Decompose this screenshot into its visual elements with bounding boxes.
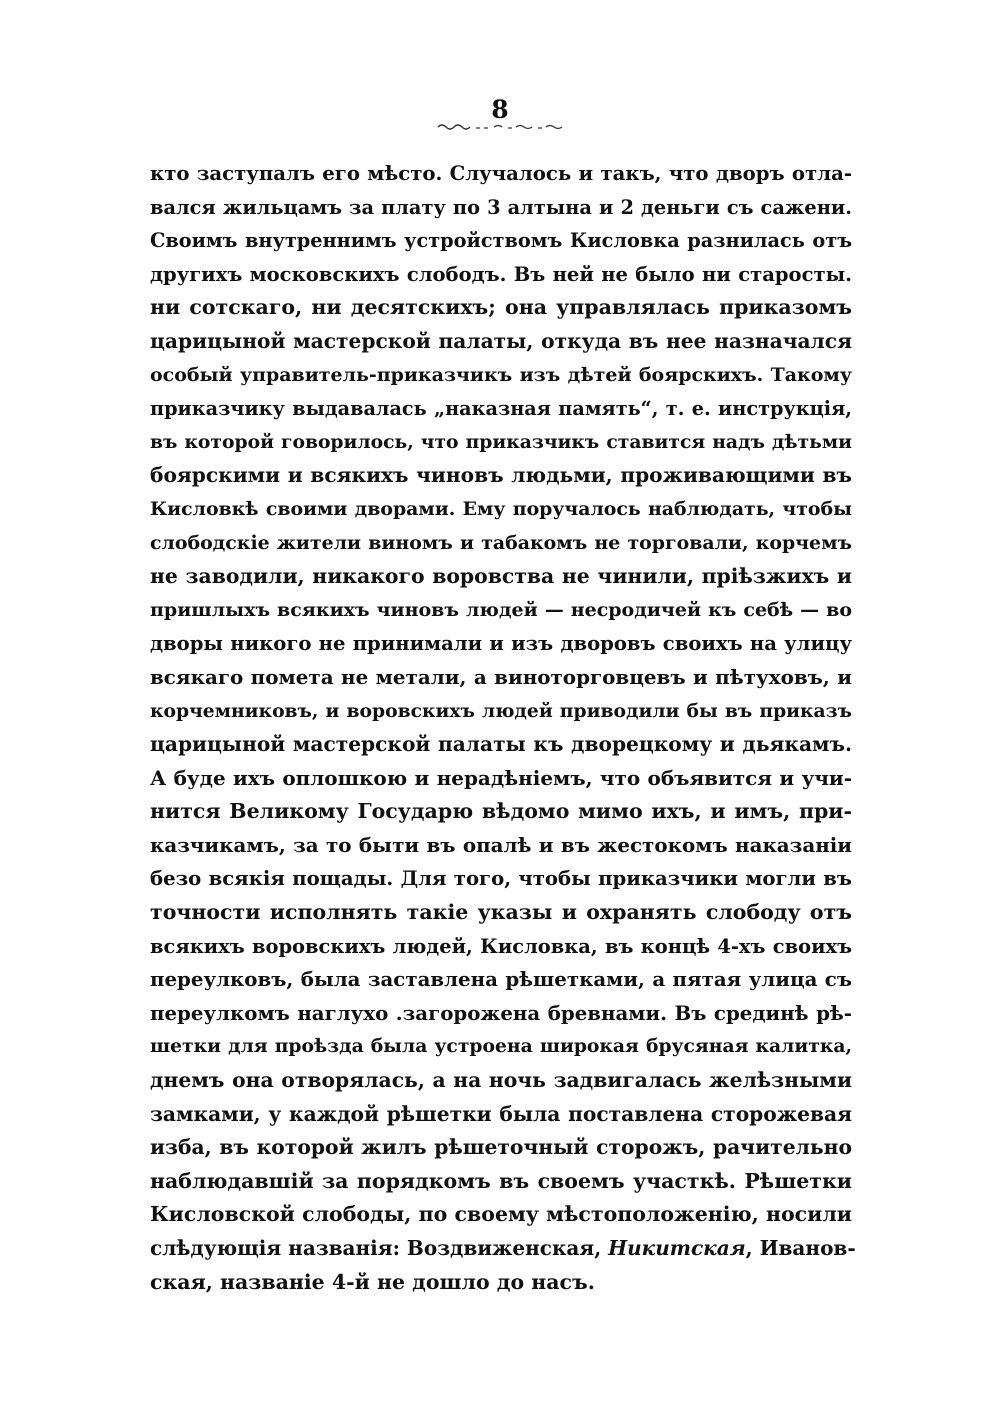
text-line: вался жильцамъ за плату по 3 алтына и 2 деньги съ сажени. bbox=[150, 195, 852, 219]
text-line: ни сотскаго, ни десятскихъ; она управлялась приказомъ bbox=[150, 295, 852, 320]
text-line: Кисловской слободы, по своему мѣстоположенію, носили bbox=[150, 1202, 852, 1227]
text-segment: слѣдующія названія: Воздвиженская, bbox=[150, 1236, 609, 1260]
text-line: всякаго помета не метали, а виноторговцевъ и пѣтуховъ, и bbox=[150, 664, 852, 689]
text-line: казчикамъ, за то быти въ опалѣ и въ жестокомъ наказаніи bbox=[150, 832, 852, 857]
text-line: всякихъ воровскихъ людей, Кисловка, въ концѣ 4-хъ своихъ bbox=[150, 934, 852, 958]
text-line: боярскими и всякихъ чиновъ людьми, проживающими въ bbox=[150, 463, 852, 488]
italic-place-name: Никитская bbox=[608, 1236, 746, 1260]
text-line: Своимъ внутреннимъ устройствомъ Кисловка разнилась отъ bbox=[150, 229, 852, 253]
text-line: точности исполнять такіе указы и охранять слободу отъ bbox=[150, 900, 852, 925]
text-line-mixed bbox=[150, 1232, 856, 1266]
text-line: А буде ихъ оплошкою и нерадѣніемъ, что объявится и учи- bbox=[150, 765, 852, 790]
text-line: изба, въ которой жилъ рѣшеточный сторожъ, рачительно bbox=[150, 1135, 852, 1160]
text-line: нится Великому Государю вѣдомо мимо ихъ, и имъ, при- bbox=[150, 799, 852, 824]
text-line: днемъ она отворялась, а на ночь задвигалась желѣзными bbox=[150, 1068, 852, 1093]
text-line: безо всякія пощады. Для того, чтобы приказчики могли въ bbox=[150, 867, 852, 891]
text-segment: , Иванов- bbox=[745, 1236, 856, 1260]
header-ornament bbox=[436, 122, 564, 132]
text-line: другихъ московскихъ слободъ. Въ ней не было ни старосты. bbox=[150, 262, 852, 286]
text-line: пришлыхъ всякихъ чиновъ людей — несродичей къ себѣ — во bbox=[150, 598, 852, 621]
text-line: въ которой говорилось, что приказчикъ ставится надъ дѣтьми bbox=[150, 430, 852, 453]
text-line: наблюдавшій за порядкомъ въ своемъ участкѣ. Рѣшетки bbox=[150, 1168, 852, 1193]
text-line: царицыной мастерской палаты, откуда въ нее назначался bbox=[150, 328, 852, 353]
text-line: ская, названіе 4-й не дошло до насъ. bbox=[150, 1269, 595, 1294]
text-line: слободскіе жители виномъ и табакомъ не торговали, корчемъ bbox=[150, 531, 852, 554]
text-line: дворы никого не принимали и изъ дворовъ своихъ на улицу bbox=[150, 632, 852, 656]
text-line: особый управитель-приказчикъ изъ дѣтей боярскихъ. Такому bbox=[150, 363, 852, 386]
text-line: замками, у каждой рѣшетки была поставлена сторожевая bbox=[150, 1101, 852, 1126]
text-line: кто заступалъ его мѣсто. Случалось и такъ, что дворъ отла- bbox=[150, 162, 852, 185]
text-line: Кисловкѣ своими дворами. Ему поручалось наблюдать, чтобы bbox=[150, 497, 852, 520]
body-text bbox=[150, 157, 856, 1299]
text-line: царицыной мастерской палаты къ дворецкому и дьякамъ. bbox=[150, 732, 852, 757]
text-line: переулковъ, была заставлена рѣшетками, а пятая улица съ bbox=[150, 967, 852, 992]
text-line: не заводили, никакого воровства не чинили, пріѣзжихъ и bbox=[150, 564, 852, 589]
text-line: переулкомъ наглухо .загорожена бревнами. Въ срединѣ рѣ- bbox=[150, 1000, 852, 1025]
page-number: 8 bbox=[491, 95, 509, 124]
text-line: шетки для проѣзда была устроена широкая брусяная калитка, bbox=[150, 1035, 852, 1058]
text-line: приказчику выдавалась „наказная память“, т. е. инструкція, bbox=[150, 397, 852, 421]
text-line: корчемниковъ, и воровскихъ людей приводили бы въ приказъ bbox=[150, 699, 852, 722]
